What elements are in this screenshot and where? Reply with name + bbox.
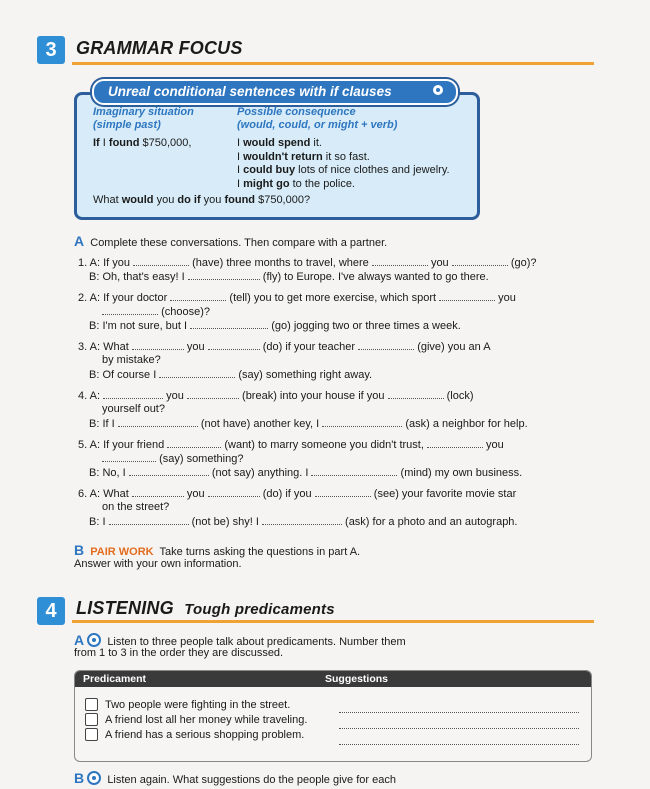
letter-b: B [74,542,85,558]
item-4-b: B: If I (not have) another key, I (ask) a neighbor for help. [89,418,528,430]
blank[interactable] [315,487,371,497]
blank[interactable] [188,270,260,280]
audio-cd-icon[interactable] [87,771,101,785]
suggestion-line[interactable] [339,711,579,713]
number-box[interactable] [85,698,98,711]
listening-a-instruction-2: from 1 to 3 in the order they are discussed. [74,647,284,659]
blank[interactable] [132,340,184,350]
number-box[interactable] [85,713,98,726]
item-5-b: B: No, I (not say) anything. I (mind) my own business. [89,467,523,479]
section-number-3: 3 [37,36,65,64]
exercise-b-instruction-2: Answer with your own information. [74,558,242,570]
consequence-3: I could buy lots of nice clothes and jewelry. [237,164,450,176]
number-box[interactable] [85,728,98,741]
blank[interactable] [103,389,163,399]
blank[interactable] [190,319,268,329]
letter-a-listening: A [74,632,85,648]
blank[interactable] [159,368,235,378]
section-title-listening: LISTENING Tough predicaments [76,598,335,618]
consequence-2: I wouldn't return it so fast. [237,150,370,163]
if-clause-example: If I found $750,000, [93,137,192,149]
blank[interactable] [358,340,414,350]
predicament-row-3: A friend has a serious shopping problem. [105,729,305,741]
section-number-4: 4 [37,597,65,625]
consequence-list [237,137,450,191]
item-3-a: 3. A: What you (do) if your teacher (give) you an A [78,341,491,353]
listening-b-instruction: B Listen again. What suggestions do the people give for each [74,770,396,786]
blank[interactable] [102,305,158,315]
grammar-banner [92,79,458,105]
item-2-a-cont: (choose)? [102,305,210,318]
blank[interactable] [208,487,260,497]
item-6-a-cont: on the street? [102,501,170,513]
blank[interactable] [167,438,221,448]
blank[interactable] [388,389,444,399]
blank[interactable] [311,466,397,476]
letter-a: A [74,233,85,249]
col1-heading-line2: (simple past) [93,119,161,131]
item-6-a: 6. A: What you (do) if you (see) your favorite movie star [78,488,517,500]
letter-b-listening: B [74,770,85,786]
listening-a-instruction: A Listen to three people talk about predicaments. Number them [74,632,406,648]
suggestion-line[interactable] [339,743,579,745]
grammar-banner-text: Unreal conditional sentences with if clauses [108,84,392,99]
blank[interactable] [132,487,184,497]
example-question: What would you do if you found $750,000? [93,194,311,206]
col2-heading-line2: (would, could, or might + verb) [237,119,398,131]
blank[interactable] [109,515,189,525]
item-1-b: B: Oh, that's easy! I (fly) to Europe. I've always wanted to go there. [89,271,489,283]
col1-heading [93,106,194,132]
item-3-a-cont: by mistake? [102,354,161,366]
blank[interactable] [118,417,198,427]
blank[interactable] [102,452,156,462]
suggestion-line[interactable] [339,727,579,729]
blank[interactable] [170,291,226,301]
item-5-a: 5. A: If your friend (want) to marry someone you didn't trust, you [78,439,504,451]
blank[interactable] [427,438,483,448]
section-title-grammar-focus: GRAMMAR FOCUS [76,38,243,58]
blank[interactable] [133,256,189,266]
section-3-rule [72,62,594,65]
item-5-a-cont: (say) something? [102,452,243,465]
blank[interactable] [322,417,402,427]
item-3-b: B: Of course I (say) something right away. [89,369,373,381]
item-6-b: B: I (not be) shy! I (ask) for a photo and an autograph. [89,516,518,528]
audio-cd-icon[interactable] [87,633,101,647]
exercise-a-instruction: A Complete these conversations. Then compare with a partner. [74,233,388,249]
col1-heading-line1: Imaginary situation [93,106,194,118]
pair-work-label: PAIR WORK [90,546,154,558]
item-4-a: 4. A: you (break) into your house if you (lock) [78,390,474,402]
item-2-a: 2. A: If your doctor (tell) you to get more exercise, which sport you [78,292,516,304]
item-1-a: 1. A: If you (have) three months to travel, where you (go)? [78,257,537,269]
blank[interactable] [208,340,260,350]
blank[interactable] [452,256,508,266]
section-4-rule [72,620,594,623]
blank[interactable] [187,389,239,399]
exercise-b-instruction: B PAIR WORK Take turns asking the questions in part A. [74,542,361,558]
blank[interactable] [439,291,495,301]
col-suggestions: Suggestions [325,673,389,685]
consequence-4: I might go to the police. [237,177,355,190]
consequence-1: I would spend it. [237,137,322,149]
blank[interactable] [262,515,342,525]
blank[interactable] [129,466,209,476]
col2-heading-line1: Possible consequence [237,106,356,118]
predicaments-table [74,670,592,762]
col2-heading [237,106,397,132]
item-2-b: B: I'm not sure, but I (go) jogging two or three times a week. [89,320,461,332]
table-header [75,671,591,687]
predicament-row-2: A friend lost all her money while traveling. [105,714,308,726]
item-4-a-cont: yourself out? [102,403,165,415]
blank[interactable] [372,256,428,266]
audio-cd-icon[interactable] [431,83,445,97]
predicament-row-1: Two people were fighting in the street. [105,699,291,711]
col-predicament: Predicament [83,673,147,685]
